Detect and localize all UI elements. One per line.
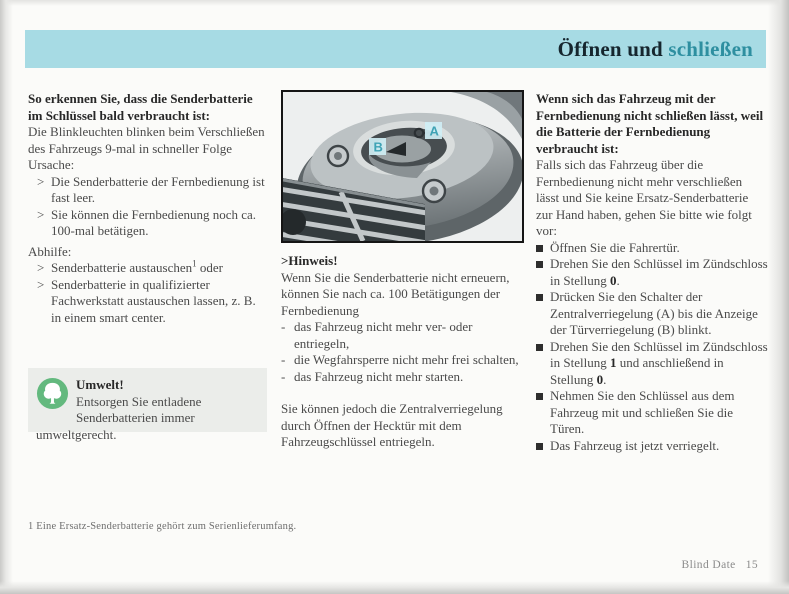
- angle-marker: >: [37, 276, 45, 292]
- right-intro: Falls sich das Fahrzeug über die Fernbedienung nicht mehr verschließen lässt und Sie keine Ersatz-Senderbatterie zur Hand haben, gehen Sie bitte wie folgt vor:: [536, 157, 752, 238]
- list-item: [281, 319, 524, 352]
- step-bold-value: 0: [596, 371, 604, 387]
- step-item: [536, 339, 768, 389]
- dash-marker: -: [281, 368, 286, 384]
- list-item: [281, 352, 524, 369]
- square-bullet-icon: [536, 294, 543, 301]
- scan-shadow-right: [768, 0, 789, 594]
- list-item: [28, 277, 266, 327]
- step-bold-value: 1: [609, 355, 617, 370]
- step-text: [550, 339, 768, 389]
- step-text-part: und anschließend in Stellung: [550, 355, 724, 387]
- chapter-title-accent: schließen: [668, 37, 753, 61]
- list-item-text: die Wegfahrsperre nicht mehr frei schalten,: [294, 352, 519, 367]
- step-text-part: .: [603, 371, 607, 387]
- step-item: [536, 438, 768, 455]
- callout-label-b: B: [373, 139, 383, 155]
- list-item-text: das Fahrzeug nicht mehr ver- oder entriegeln,: [294, 319, 473, 351]
- step-text: Drücken Sie den Schalter der Zentralverriegelung (A) bis die Anzeige der Türverriegelung (B) blinkt.: [550, 289, 758, 337]
- list-item: [28, 207, 266, 240]
- dash-marker: -: [281, 319, 286, 334]
- callout-label-a: A: [429, 123, 439, 139]
- remedy-text: oder: [196, 260, 223, 275]
- note-heading: >Hinweis!: [281, 253, 338, 268]
- square-bullet-icon: [536, 443, 543, 450]
- environment-note-text: Entsorgen Sie entladene Senderbatterien immer umweltgerecht.: [36, 393, 202, 442]
- steps-list: [536, 240, 768, 455]
- square-bullet-icon: [536, 245, 543, 252]
- step-item: [536, 289, 768, 339]
- step-text-part: .: [616, 272, 620, 288]
- footnote-reference: 1: [192, 258, 197, 269]
- cause-list: [28, 174, 266, 240]
- remedy-text: Senderbatterie austauschen: [51, 260, 193, 275]
- remedy-label: Abhilfe:: [28, 243, 72, 259]
- right-column: [536, 91, 768, 454]
- step-text: Nehmen Sie den Schlüssel aus dem Fahrzeug mit und schließen Sie die Türen.: [550, 388, 735, 436]
- scan-shadow-top: [0, 0, 789, 6]
- angle-marker: >: [37, 260, 45, 275]
- step-bold-value: 0: [609, 272, 617, 288]
- step-text-part: Drehen Sie den Schlüssel im Zündschloss in Stellung: [550, 256, 768, 288]
- step-text: Öffnen Sie die Fahrertür.: [550, 239, 680, 255]
- list-item: [28, 174, 266, 207]
- environment-tree-icon: [36, 377, 69, 410]
- left-heading: So erkennen Sie, dass die Senderbatterie im Schlüssel bald verbraucht ist:: [28, 91, 253, 123]
- environment-note-title: Umwelt!: [76, 377, 124, 392]
- list-item: [281, 369, 524, 386]
- chapter-title: [558, 30, 766, 68]
- chapter-name: Blind Date: [681, 559, 736, 571]
- angle-marker: >: [37, 206, 45, 222]
- left-paragraph: Die Blinkleuchten blinken beim Verschließen des Fahrzeugs 9-mal in schneller Folge: [28, 124, 265, 156]
- angle-marker: >: [37, 173, 45, 189]
- square-bullet-icon: [536, 393, 543, 400]
- step-item: [536, 240, 768, 257]
- note-outro: Sie können jedoch die Zentralverriegelung durch Öffnen der Hecktür mit dem Fahrzeugschlüssel entriegeln.: [281, 401, 503, 449]
- console-illustration: [281, 90, 524, 243]
- list-item-text: Sie können die Fernbedienung noch ca. 100-mal betätigen.: [51, 206, 257, 238]
- left-column: [28, 91, 266, 326]
- list-item-text: [51, 260, 223, 277]
- page-number: 15: [745, 559, 758, 571]
- console-illustration-drawing: [283, 92, 522, 241]
- dash-marker: -: [281, 352, 286, 367]
- middle-column: [281, 253, 524, 451]
- environment-note-box: [28, 368, 267, 442]
- list-item: [28, 260, 266, 277]
- square-bullet-icon: [536, 261, 543, 268]
- step-text: [550, 256, 768, 289]
- chapter-title-dark: Öffnen und: [557, 37, 663, 61]
- step-item: [536, 388, 768, 438]
- scan-shadow-left: [0, 0, 13, 594]
- footnote: 1 Eine Ersatz-Senderbatterie gehört zum Serienlieferumfang.: [28, 521, 297, 532]
- note-list: [281, 319, 524, 385]
- step-text: Das Fahrzeug ist jetzt verriegelt.: [550, 437, 720, 453]
- right-heading: Wenn sich das Fahrzeug mit der Fernbedienung nicht schließen lässt, weil die Batterie der Fernbedienung verbraucht ist:: [536, 91, 764, 156]
- list-item-text: Die Senderbatterie der Fernbedienung ist fast leer.: [51, 173, 265, 205]
- list-item-text: das Fahrzeug nicht mehr starten.: [294, 368, 464, 384]
- square-bullet-icon: [536, 344, 543, 351]
- chapter-header-bar: [25, 30, 766, 68]
- list-item-text: Senderbatterie in qualifizierter Fachwerkstatt austauschen lassen, z. B. in einem smart center.: [51, 276, 256, 325]
- scan-shadow-bottom: [0, 581, 789, 594]
- cause-label: Ursache:: [28, 157, 75, 172]
- step-item: [536, 256, 768, 289]
- note-intro: Wenn Sie die Senderbatterie nicht erneuern, können Sie nach ca. 100 Betätigungen der Fernbedienung: [281, 269, 510, 318]
- step-text-part: Drehen Sie den Schlüssel im Zündschloss in Stellung: [550, 338, 768, 370]
- page-footer: [682, 559, 758, 571]
- remedy-list: [28, 260, 266, 326]
